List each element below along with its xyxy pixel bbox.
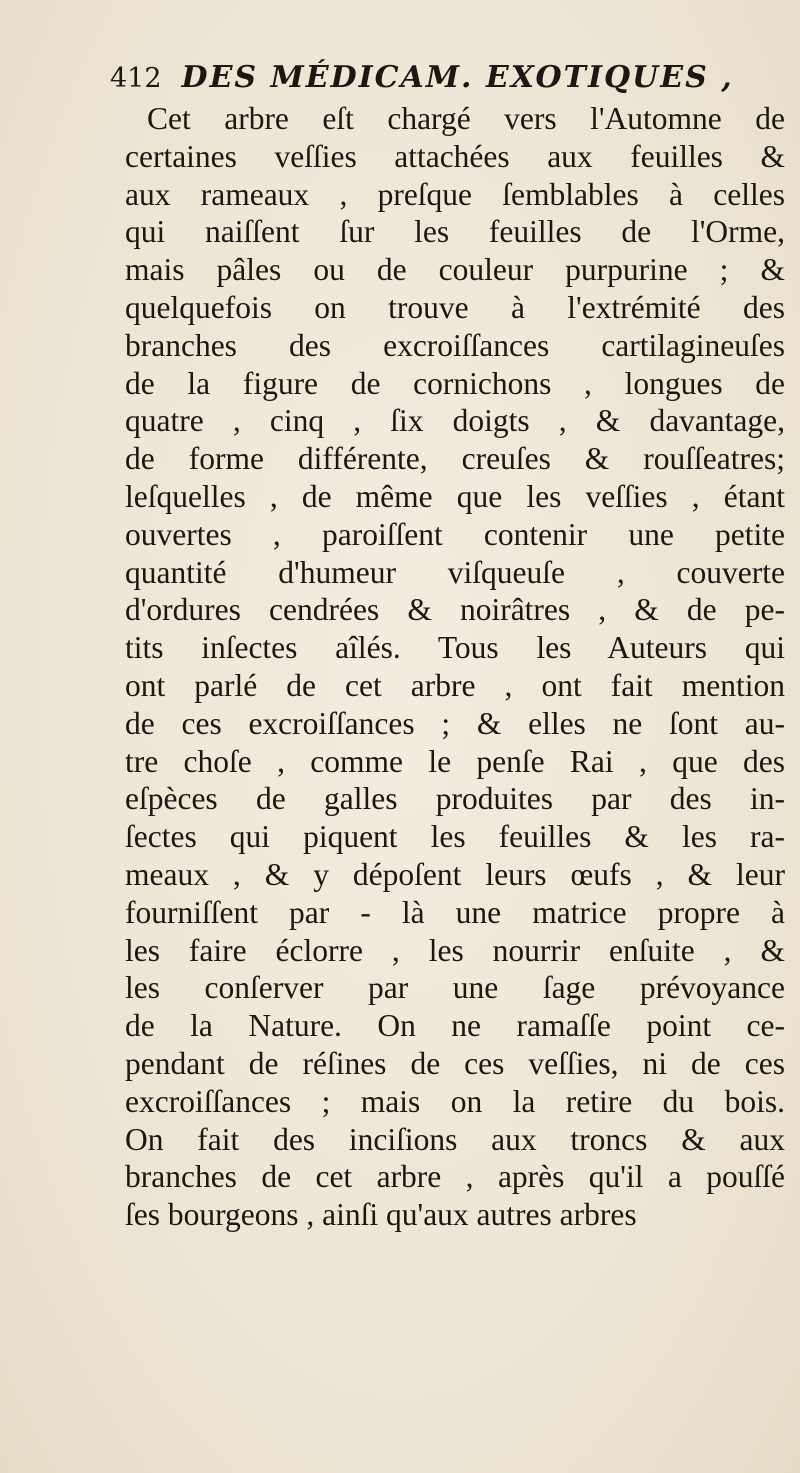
text-line: branches de cet arbre , après qu'il a pouſſé <box>125 1159 785 1195</box>
body-text <box>125 100 785 1234</box>
text-line: mais pâles ou de couleur purpurine ; & <box>125 252 785 288</box>
text-line: certaines veſſies attachées aux feuilles & <box>125 138 785 174</box>
text-line: les conſerver par une ſage prévoyance <box>125 970 785 1006</box>
text-line: fourniſſent par - là une matrice propre à <box>125 894 785 930</box>
text-line: aux rameaux , preſque ſemblables à celles <box>125 176 785 212</box>
text-line: quatre , cinq , ſix doigts , & davantage, <box>125 403 785 439</box>
text-line: tits inſectes aîlés. Tous les Auteurs qui <box>125 630 785 666</box>
page-number: 412 <box>110 63 162 94</box>
text-line: tre choſe , comme le penſe Rai , que des <box>125 743 785 779</box>
text-line: ouvertes , paroiſſent contenir une petite <box>125 516 785 552</box>
text-line: branches des excroiſſances cartilagineuſes <box>125 327 785 363</box>
page-header <box>110 58 770 99</box>
text-line: de la Nature. On ne ramaſſe point ce- <box>125 1008 785 1044</box>
text-line: On fait des inciſions aux troncs & aux <box>125 1121 785 1157</box>
text-line: quantité d'humeur viſqueuſe , couverte <box>125 554 785 590</box>
text-line: d'ordures cendrées & noirâtres , & de pe- <box>125 592 785 628</box>
text-line: Cet arbre eſt chargé vers l'Automne de <box>147 101 785 136</box>
text-line: qui naiſſent ſur les feuilles de l'Orme, <box>125 214 785 250</box>
text-line: de la figure de cornichons , longues de <box>125 365 785 401</box>
text-line: excroiſſances ; mais on la retire du bois. <box>125 1083 785 1119</box>
text-line: meaux , & y dépoſent leurs œufs , & leur <box>125 856 785 892</box>
text-line: de ces excroiſſances ; & elles ne ſont au- <box>125 705 785 741</box>
text-line: leſquelles , de même que les veſſies , étant <box>125 478 785 514</box>
text-line: ont parlé de cet arbre , ont fait mention <box>125 667 785 703</box>
text-line: ſectes qui piquent les feuilles & les ra- <box>125 819 785 855</box>
text-line: pendant de réſines de ces veſſies, ni de ces <box>125 1045 785 1081</box>
text-line: quelquefois on trouve à l'extrémité des <box>125 289 785 325</box>
text-line: les faire éclorre , les nourrir enſuite , & <box>125 932 785 968</box>
text-line: de forme différente, creuſes & rouſſeatres; <box>125 441 785 477</box>
text-line: ſes bourgeons , ainſi qu'aux autres arbres <box>125 1197 637 1233</box>
running-title: DES MÉDICAM. EXOTIQUES , <box>181 60 734 95</box>
text-line: eſpèces de galles produites par des in- <box>125 781 785 817</box>
